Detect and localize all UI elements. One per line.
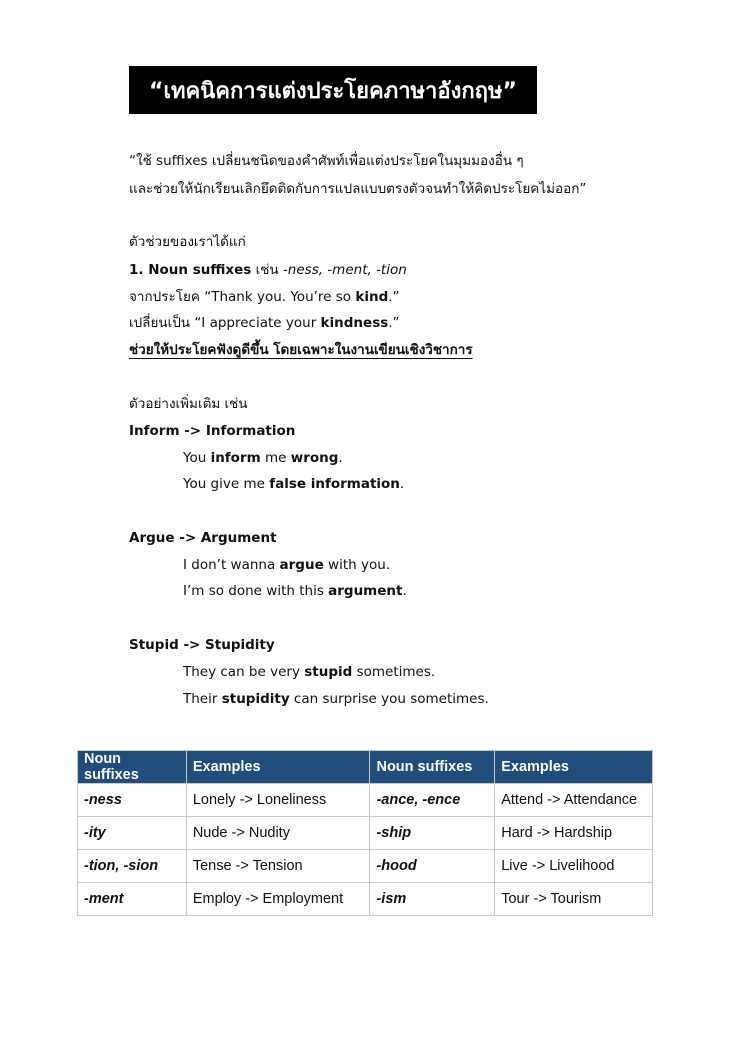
to-a: “I appreciate your xyxy=(194,315,321,331)
example-3-sentence-2: Their stupidity can surprise you sometimes. xyxy=(183,691,489,707)
header-noun-suffixes-2: Noun suffixes xyxy=(370,751,495,784)
header-examples-2: Examples xyxy=(495,751,653,784)
example-1-sentence-1: You inform me wrong. xyxy=(183,450,343,466)
example-cell: Lonely -> Loneliness xyxy=(186,784,370,817)
suffix-cell: -tion, -sion xyxy=(78,850,187,883)
example-3-sentence-1: They can be very stupid sometimes. xyxy=(183,664,436,680)
table-row xyxy=(78,817,653,850)
example-cell: Hard -> Hardship xyxy=(495,817,653,850)
suffix-cell: -ism xyxy=(370,883,495,916)
helpers-heading: ตัวช่วยของเราได้แก่ xyxy=(129,234,246,250)
example-cell: Employ -> Employment xyxy=(186,883,370,916)
helpers-item-1 xyxy=(129,260,407,280)
example-pair-2: Argue -> Argument xyxy=(129,530,277,546)
header-noun-suffixes-1: Noun suffixes xyxy=(78,751,187,784)
from-sentence xyxy=(129,287,400,307)
to-c: .” xyxy=(388,315,400,331)
intro-line-2: และช่วยให้นักเรียนเลิกยึดติดกับการแปลแบบตรงตัวจนทำให้คิดประโยคไม่ออก” xyxy=(129,181,587,197)
example-2-sentence-1: I don’t wanna argue with you. xyxy=(183,557,391,573)
from-b: kind xyxy=(355,289,389,305)
to-sentence xyxy=(129,313,400,333)
table-row xyxy=(78,883,653,916)
suffix-cell: -ity xyxy=(78,817,187,850)
example-2-sentence-2: I’m so done with this argument. xyxy=(183,583,407,599)
from-label: จากประโยค xyxy=(129,289,205,305)
header-examples-1: Examples xyxy=(186,751,370,784)
from-a: “Thank you. You’re so xyxy=(204,289,356,305)
suffix-cell: -ness xyxy=(78,784,187,817)
example-1-sentence-2: You give me false information. xyxy=(183,476,405,492)
table-row xyxy=(78,850,653,883)
from-c: .” xyxy=(388,289,400,305)
example-cell: Tense -> Tension xyxy=(186,850,370,883)
example-pair-1: Inform -> Information xyxy=(129,423,296,439)
item1-prefix: 1. Noun suffixes xyxy=(129,262,252,278)
example-cell: Tour -> Tourism xyxy=(495,883,653,916)
item1-mid: เช่น xyxy=(251,262,283,278)
item1-examples: -ness, -ment, -tion xyxy=(282,262,407,278)
to-label: เปลี่ยนเป็น xyxy=(129,315,195,331)
suffix-cell: -ance, -ence xyxy=(370,784,495,817)
suffix-table xyxy=(77,750,653,916)
table-header-row xyxy=(78,751,653,784)
suffix-cell: -ment xyxy=(78,883,187,916)
example-cell: Live -> Livelihood xyxy=(495,850,653,883)
helpers-note: ช่วยให้ประโยคฟังดูดีขึ้น โดยเฉพาะในงานเขียนเชิงวิชาการ xyxy=(129,342,473,358)
table-row xyxy=(78,784,653,817)
suffix-cell: -hood xyxy=(370,850,495,883)
intro-line-1: “ใช้ suffixes เปลี่ยนชนิดของคำศัพท์เพื่อแต่งประโยคในมุมมองอื่น ๆ xyxy=(129,153,524,169)
to-b: kindness xyxy=(320,315,389,331)
example-cell: Nude -> Nudity xyxy=(186,817,370,850)
page-title: “เทคนิคการแต่งประโยคภาษาอังกฤษ” xyxy=(129,66,537,114)
example-cell: Attend -> Attendance xyxy=(495,784,653,817)
example-pair-3: Stupid -> Stupidity xyxy=(129,637,275,653)
more-examples-heading: ตัวอย่างเพิ่มเติม เช่น xyxy=(129,396,248,412)
suffix-cell: -ship xyxy=(370,817,495,850)
